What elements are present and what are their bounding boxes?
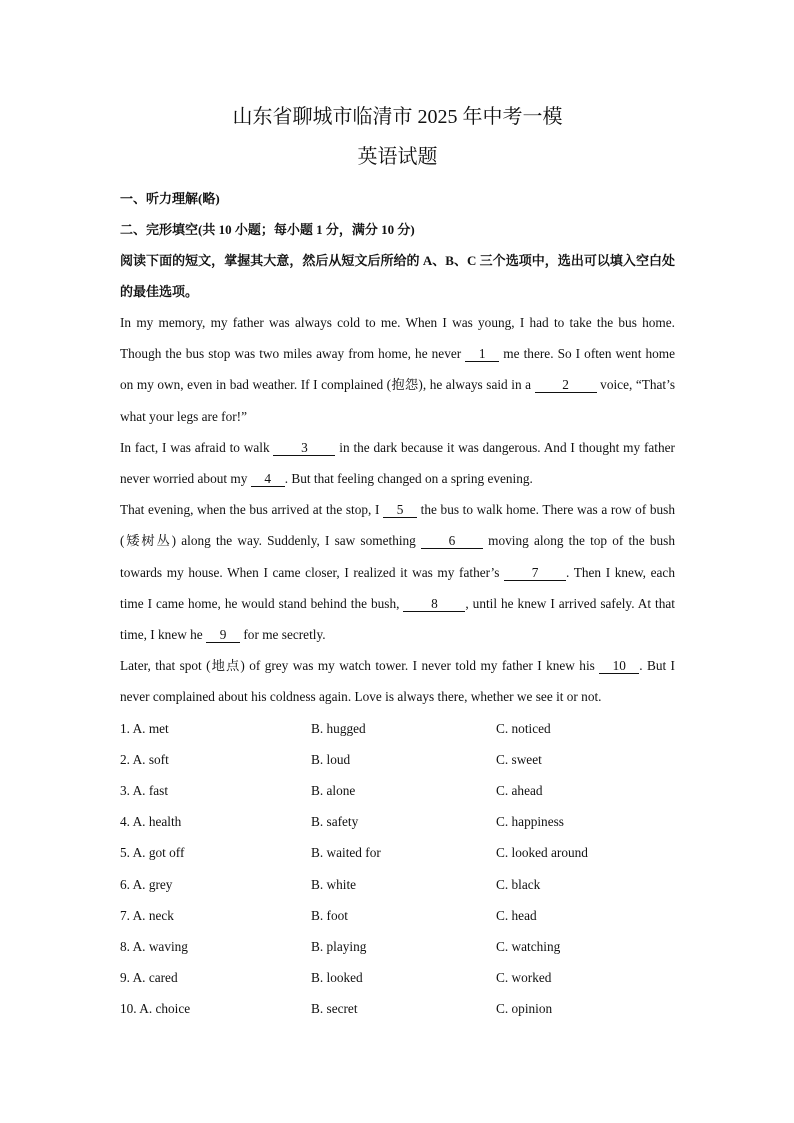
answer-options bbox=[120, 713, 675, 1025]
option-row bbox=[120, 962, 675, 993]
option-b: B. alone bbox=[311, 783, 356, 799]
passage-paragraph bbox=[120, 307, 675, 432]
blank-5: 5 bbox=[383, 502, 417, 518]
option-row bbox=[120, 931, 675, 962]
option-row bbox=[120, 806, 675, 837]
option-a: 6. A. grey bbox=[120, 876, 173, 892]
passage-text: voice, “That’s what your legs are for!” bbox=[120, 377, 675, 424]
passage-text: for me secretly. bbox=[240, 627, 326, 643]
option-a: 2. A. soft bbox=[120, 751, 169, 767]
option-a: 4. A. health bbox=[120, 814, 182, 830]
blank-2: 2 bbox=[535, 377, 597, 393]
option-a: 10. A. choice bbox=[120, 1001, 191, 1017]
blank-3: 3 bbox=[273, 440, 335, 456]
option-row bbox=[120, 775, 675, 806]
blank-10: 10 bbox=[599, 658, 639, 674]
option-a: 7. A. neck bbox=[120, 907, 174, 923]
section-listening-heading: 一、听力理解(略) bbox=[120, 191, 220, 206]
option-c: C. looked around bbox=[496, 845, 588, 861]
option-c: C. black bbox=[496, 876, 541, 892]
option-a: 1. A. met bbox=[120, 720, 169, 736]
blank-8: 8 bbox=[403, 596, 465, 612]
option-b: B. looked bbox=[311, 970, 363, 986]
option-a: 3. A. fast bbox=[120, 783, 169, 799]
option-c: C. watching bbox=[496, 938, 561, 954]
cloze-instruction: 阅读下面的短文，掌握其大意，然后从短文后所给的 A、B、C 三个选项中，选出可以填入空白处的最佳选项。 bbox=[120, 253, 675, 299]
exam-subtitle: 英语试题 bbox=[357, 146, 438, 168]
option-row bbox=[120, 744, 675, 775]
option-c: C. sweet bbox=[496, 751, 542, 767]
exam-title: 山东省聊城市临清市 2025 年中考一模 bbox=[232, 106, 563, 128]
blank-4: 4 bbox=[251, 471, 285, 487]
option-c: C. worked bbox=[496, 970, 552, 986]
option-row bbox=[120, 837, 675, 868]
passage-text: Later, that spot (地点) of grey was my watch tower. I never told my father I knew his bbox=[120, 658, 600, 674]
passage-text: in the dark because it was dangerous. And I thought my father never worried about my bbox=[120, 439, 675, 487]
blank-7: 7 bbox=[504, 565, 566, 581]
passage-paragraph bbox=[120, 494, 675, 650]
option-a: 8. A. waving bbox=[120, 938, 188, 954]
option-b: B. white bbox=[311, 876, 357, 892]
option-row bbox=[120, 869, 675, 900]
option-a: 9. A. cared bbox=[120, 970, 178, 986]
option-b: B. foot bbox=[311, 907, 348, 923]
option-b: B. safety bbox=[311, 814, 359, 830]
option-b: B. loud bbox=[311, 751, 351, 767]
option-c: C. head bbox=[496, 907, 537, 923]
passage-text: . But that feeling changed on a spring evening. bbox=[284, 471, 533, 487]
blank-9: 9 bbox=[206, 627, 240, 643]
blank-1: 1 bbox=[465, 346, 499, 362]
passage-text: . Then I knew, each time I came home, he would stand behind the bush, bbox=[120, 564, 675, 611]
passage-text: In fact, I was afraid to walk bbox=[120, 439, 274, 455]
blank-6: 6 bbox=[421, 533, 483, 549]
exam-page bbox=[120, 100, 675, 1025]
option-b: B. hugged bbox=[311, 720, 366, 736]
passage-text: the bus to walk home. There was a row of bush (矮树丛) along the way. Suddenly, I saw something bbox=[120, 502, 675, 549]
option-c: C. noticed bbox=[496, 720, 551, 736]
passage-paragraph bbox=[120, 650, 675, 712]
passage-paragraph bbox=[120, 432, 675, 494]
option-c: C. ahead bbox=[496, 783, 543, 799]
passage-text: . But I never complained about his coldness again. Love is always there, whether we see it or not. bbox=[120, 658, 675, 705]
passage-text: me there. So I often went home on my own, even in bad weather. If I complained (抱怨), he always said in a bbox=[120, 346, 675, 393]
option-c: C. happiness bbox=[496, 814, 564, 830]
option-c: C. opinion bbox=[496, 1001, 553, 1017]
option-b: B. playing bbox=[311, 938, 367, 954]
section-cloze-heading: 二、完形填空(共 10 小题；每小题 1 分，满分 10 分) bbox=[120, 222, 415, 237]
option-b: B. secret bbox=[311, 1001, 358, 1017]
passage-text: , until he knew I arrived safely. At that time, I knew he bbox=[120, 595, 675, 643]
option-a: 5. A. got off bbox=[120, 845, 185, 861]
passage-text: In my memory, my father was always cold to me. When I was young, I had to take the bus home. Though the bus stop was two miles away from home, he never bbox=[120, 315, 675, 362]
option-row bbox=[120, 993, 675, 1024]
option-row bbox=[120, 713, 675, 744]
passage-text: That evening, when the bus arrived at the stop, I bbox=[120, 502, 384, 518]
option-b: B. waited for bbox=[311, 845, 381, 861]
passage-text: moving along the top of the bush towards my house. When I came closer, I realized it was my father’s bbox=[120, 533, 675, 580]
option-row bbox=[120, 900, 675, 931]
